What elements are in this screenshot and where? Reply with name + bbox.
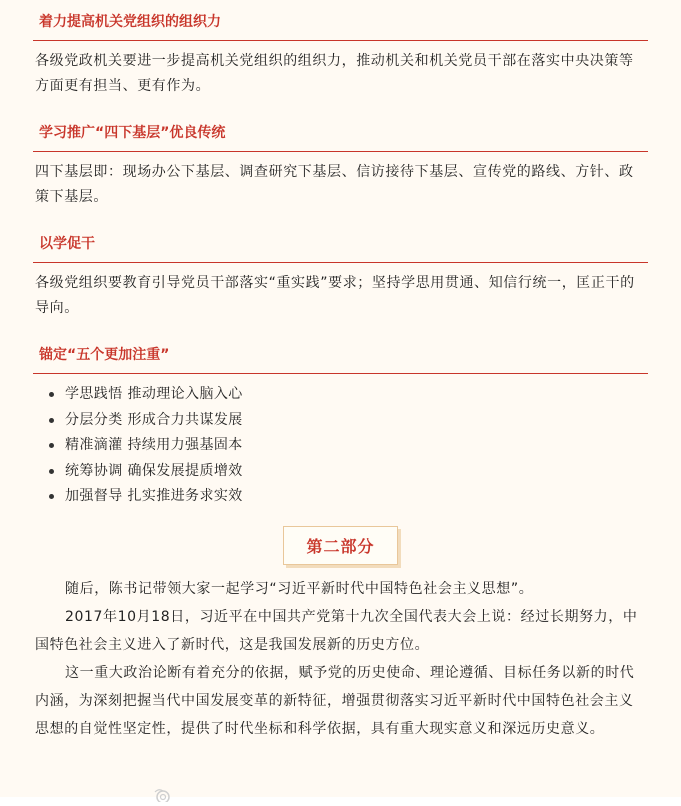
bullet-icon	[49, 418, 54, 423]
bullet-icon	[49, 469, 54, 474]
list-item-text: 精准滴灌 持续用力强基固本	[65, 437, 243, 453]
paragraph: 2017年10月18日，习近平在中国共产党第十九次全国代表大会上说：经过长期努力，中国特色社会主义进入了新时代，这是我国发展新的历史方位。	[35, 608, 638, 653]
list-item	[47, 459, 648, 485]
section-heading: 学习推广“四下基层”优良传统	[33, 111, 648, 152]
list-item	[47, 484, 648, 510]
section-learn-to-act	[33, 222, 648, 333]
bullet-icon	[49, 392, 54, 397]
section-heading: 着力提高机关党组织的组织力	[33, 0, 648, 41]
list-item-text: 统筹协调 确保发展提质增效	[65, 462, 243, 479]
list-item-text: 分层分类 形成合力共谋发展	[65, 411, 243, 428]
list-item	[47, 382, 648, 408]
part-badge-wrap	[33, 520, 648, 575]
bullet-icon	[49, 494, 54, 499]
section-body: 各级党组织要教育引导党员干部落实“重实践”要求；坚持学思用贯通、知信行统一，匡正干的导向。	[35, 275, 635, 316]
section-five-emphases	[33, 333, 648, 520]
list-item	[47, 408, 648, 434]
list-item	[47, 433, 648, 459]
section-body: 四下基层即：现场办公下基层、调查研究下基层、信访接待下基层、宣传党的路线、方针、政策下基层。	[35, 164, 634, 205]
paragraph: 这一重大政治论断有着充分的依据，赋予党的历史使命、理论遵循、目标任务以新的时代内涵，为深刻把握当代中国发展变革的新特征，增强贯彻落实习近平新时代中国特色社会主义思想的自觉性坚定性，提供了时代坐标和科学依据，具有重大现实意义和深远历史意义。	[35, 664, 635, 737]
section-body: 各级党政机关要进一步提高机关党组织的组织力，推动机关和机关党员干部在落实中央决策等方面更有担当、更有作为。	[35, 53, 634, 94]
flower-divider-icon	[152, 787, 174, 801]
list-item-text: 学思践悟 推动理论入脑入心	[65, 386, 243, 402]
emphasis-list	[33, 374, 648, 520]
section-organization	[33, 0, 648, 111]
section-heading: 以学促干	[33, 222, 648, 263]
list-item-text: 加强督导 扎实推进务求实效	[65, 488, 243, 504]
section-four-grassroots	[33, 111, 648, 222]
part-badge: 第二部分	[283, 526, 397, 565]
section-heading: 锚定“五个更加注重”	[33, 333, 648, 374]
paragraph: 随后，陈书记带领大家一起学习“习近平新时代中国特色社会主义思想”。	[65, 580, 534, 597]
bullet-icon	[49, 443, 54, 448]
